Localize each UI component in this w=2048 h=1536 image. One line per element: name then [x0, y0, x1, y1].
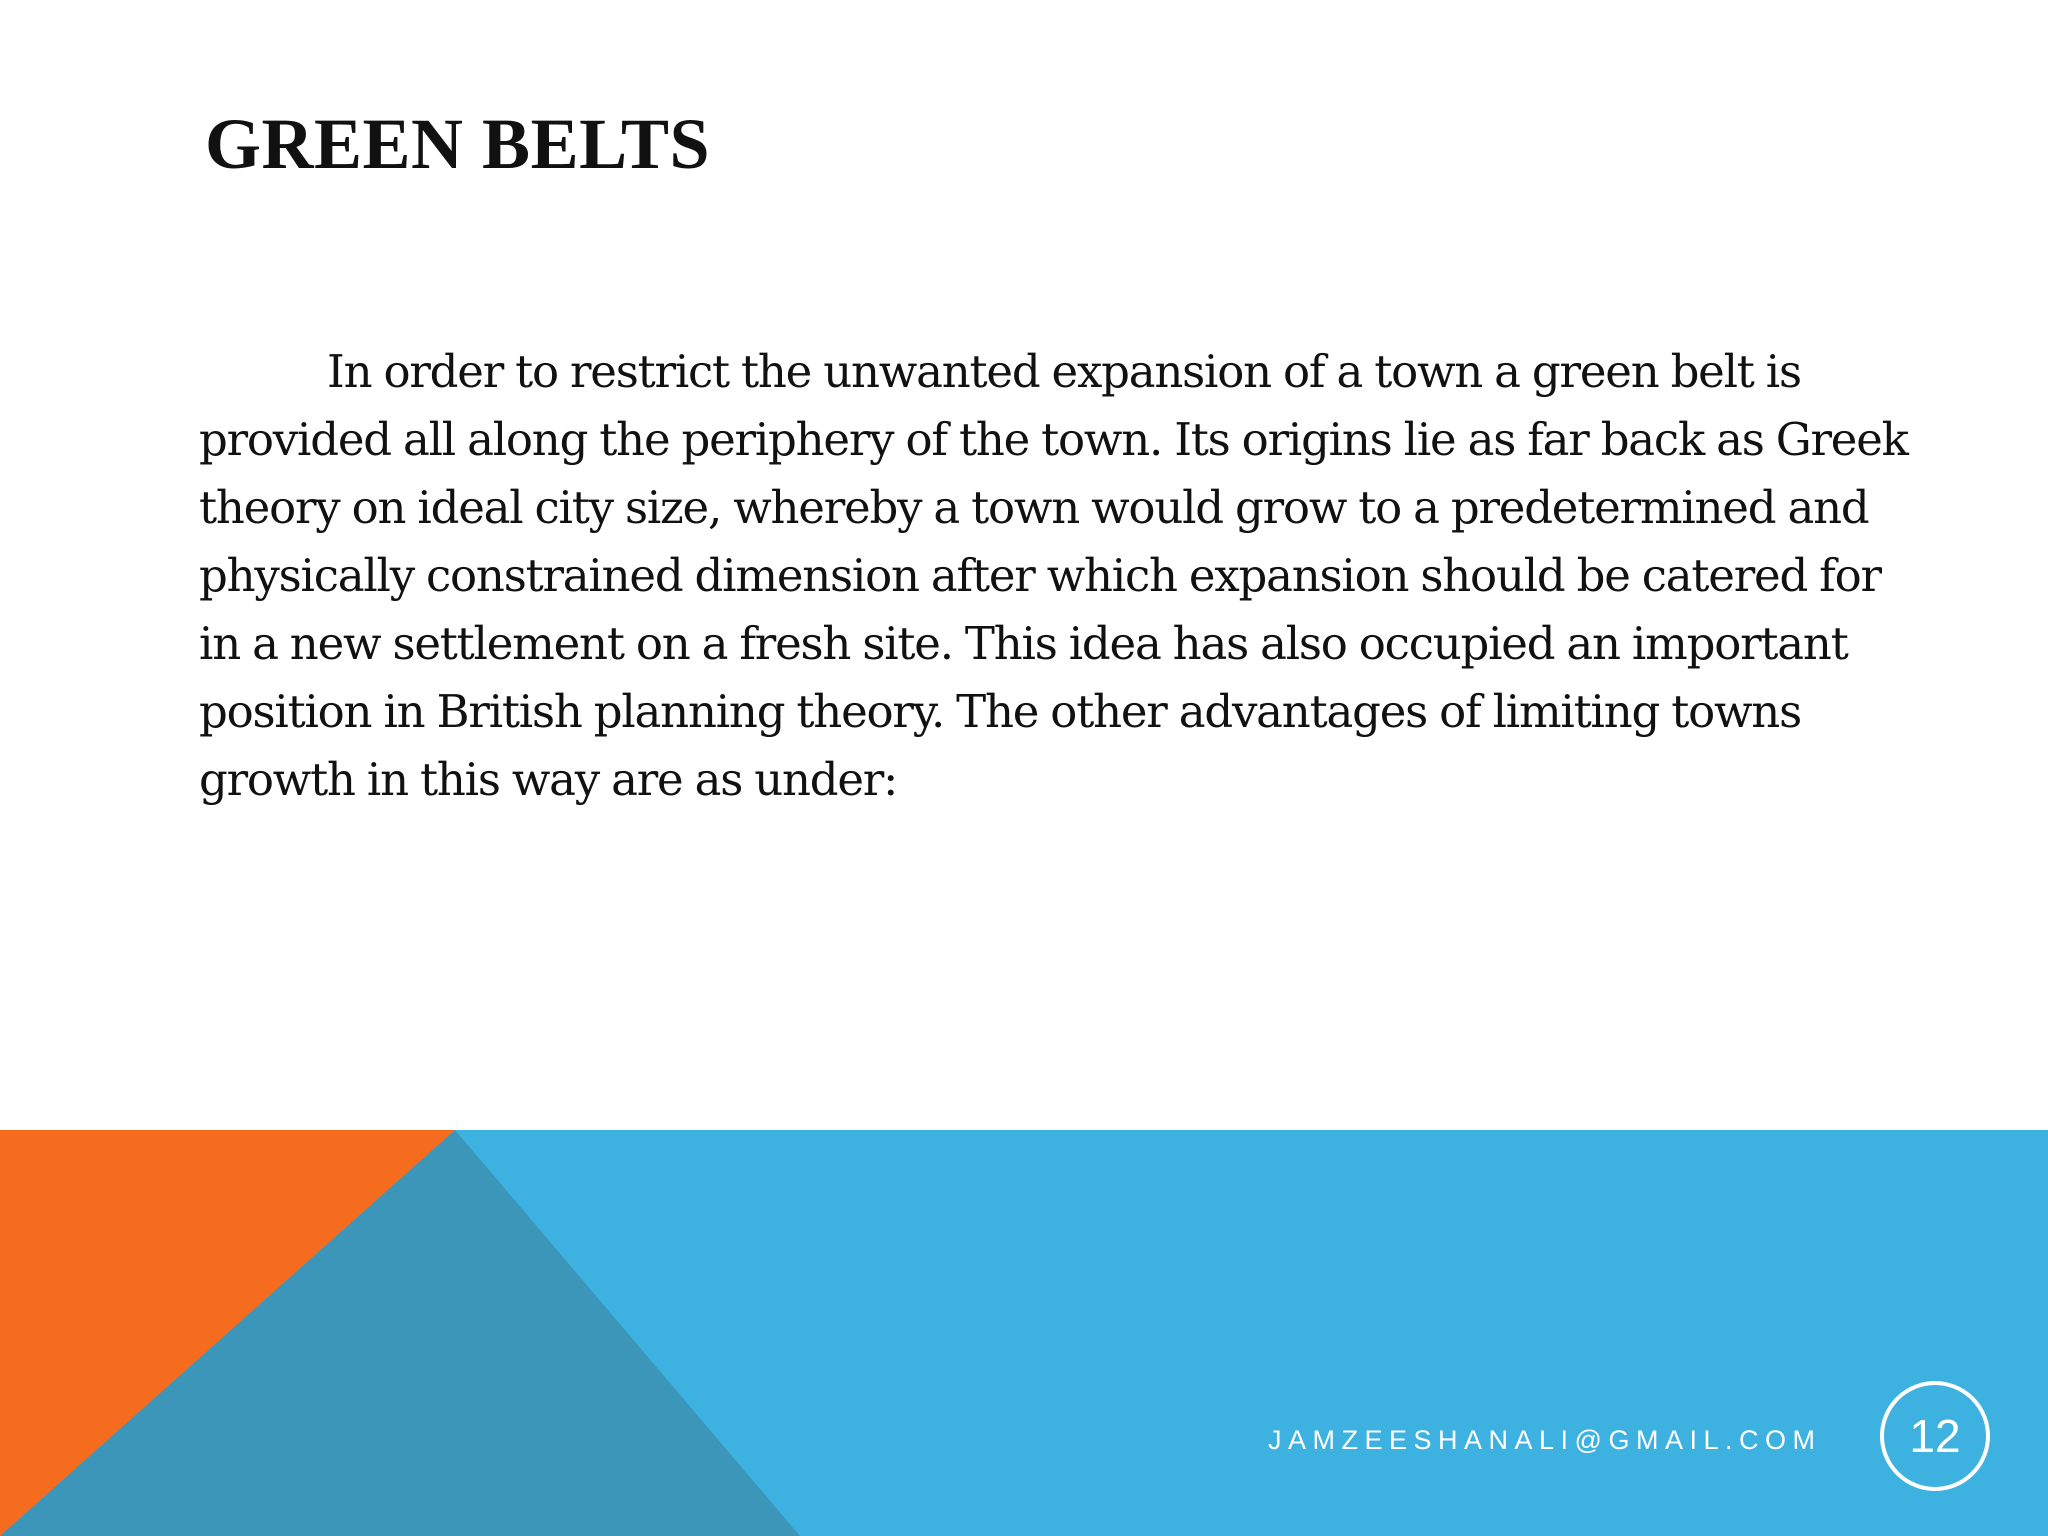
slide-body-text: In order to restrict the unwanted expansion of a town a green belt is provided all along the periphery of the town. Its origins lie as far back as Greek theory on ideal city size, whereby a town would grow to a predetermined and physically constrained dimension after which expansion should be catered for in a new settlement on a fresh site. This idea has also occupied an important position in British planning theory. The other advantages of limiting towns growth in this way are as under:: [199, 345, 1908, 806]
footer-shapes: [0, 1130, 2048, 1536]
slide-title: GREEN BELTS: [205, 104, 711, 184]
footer-email: JAMZEESHANALI@GMAIL.COM: [1268, 1425, 1822, 1455]
footer-band: [0, 1130, 2048, 1536]
page-number-badge: [1880, 1381, 1990, 1491]
page-number: 12: [1909, 1410, 1961, 1462]
